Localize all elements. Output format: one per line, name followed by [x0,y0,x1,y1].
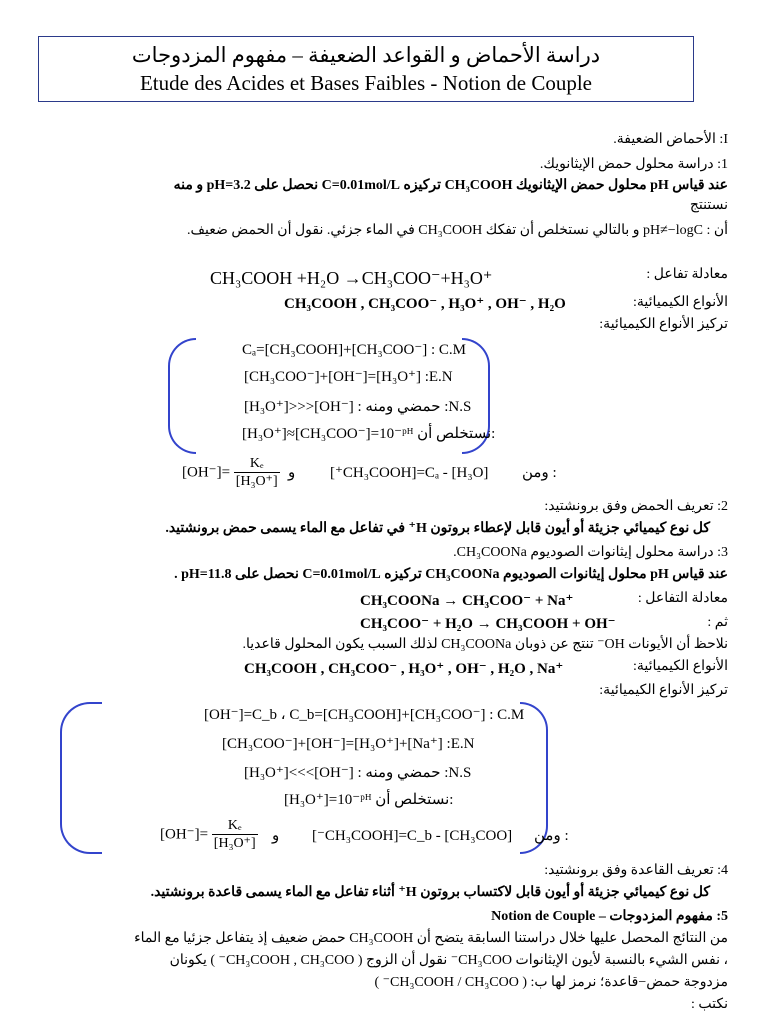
oh-label: [OH⁻]= [160,826,209,843]
subheading-notion-couple: 5: مفهوم المزدوجات – Notion de Couple [491,909,728,924]
acid-concentration: [⁺CH₃COOH]=Cₐ - [H₃O] [330,465,489,481]
fraction-denominator: [H₃O⁺] [235,474,278,489]
subheading-sodium-ethanoate: 3: دراسة محلول إيثانوات الصوديوم CH₃COONa. [453,545,728,560]
from-word: ومن : [522,465,557,481]
paragraph-line: نكتب : [691,997,728,1012]
subheading-acid-definition: 2: تعريف الحمض وفق برونشتيد: [544,499,728,514]
concentration-label: تركيز الأنواع الكيميائية: [599,683,728,698]
ke-fraction [212,818,258,852]
paragraph-line: نستنتج [689,198,728,213]
reaction-equation: CH₃COOH +H₂O →CH₃COO⁻+H₃O⁺ [210,268,493,288]
section-heading-weak-acids: I: الأحماض الضعيفة. [613,132,728,147]
title-box [38,36,694,102]
fraction-numerator: Kₑ [212,818,258,835]
brace-left [168,338,196,454]
and-word: و [288,465,296,481]
acid-definition: كل نوع كيميائي جزيئة أو أيون قابل لإعطاء بروتون H⁺ في تفاعل مع الماء يسمى حمض برونشتيد. [165,521,710,536]
subheading-ethanoic-acid: 1: دراسة محلول حمض الإيثانويك. [539,157,728,172]
species-label: الأنواع الكيميائية: [633,295,728,310]
paragraph-line: أن : pH≠−logC و بالتالي نستخلص أن تفكك CH₃COOH في الماء جزئي. نقول أن الحمض ضعيف. [187,223,728,238]
fraction-denominator: [H₃O⁺] [213,836,256,851]
mass-conservation: [OH⁻]=C_b ، C_b=[CH₃COOH]+[CH₃COO⁻] : C.M [204,707,525,723]
title-french: Etude des Acides et Bases Faibles - Notion de Couple [139,71,592,95]
reaction-label: معادلة تفاعل : [646,267,728,282]
oh-formula [160,818,258,852]
then-label: ثم : [707,615,728,630]
electroneutrality: [CH₃COO⁻]+[OH⁻]=[H₃O⁺] :E.N [244,369,453,385]
deduction: [H₃O⁺]≈[CH₃COO⁻]=10⁻ᵖᴴ نستخلص أن: [242,426,496,442]
base-definition: كل نوع كيميائي جزيئة أو أيون قابل لاكتساب بروتون H⁺ أثناء تفاعل مع الماء يسمى قاعدة برونشتيد. [150,885,710,900]
normal-state: [H₃O⁺]>>>[OH⁻] : حمضي ومنه :N.S [244,399,472,415]
species-label: الأنواع الكيميائية: [633,659,728,674]
subheading-base-definition: 4: تعريف القاعدة وفق برونشتيد: [544,863,728,878]
paragraph-line: مزدوجة حمض−قاعدة؛ نرمز لها ب: ( CH₃COOH / CH₃COO⁻ ) [374,975,728,990]
electroneutrality: [CH₃COO⁻]+[OH⁻]=[H₃O⁺]+[Na⁺] :E.N [222,736,475,752]
reaction-dissociation: CH₃COONa → CH₃COO⁻ + Na⁺ [360,593,574,609]
paragraph-line: عند قياس pH محلول إيثانوات الصوديوم CH₃COONa تركيزه C=0.01mol/L نحصل على pH=11.8 . [174,567,728,582]
from-word: ومن : [534,828,569,844]
oh-label: [OH⁻]= [182,464,231,481]
oh-formula [182,456,280,490]
fraction-numerator: Kₑ [234,456,280,473]
title-arabic: دراسة الأحماض و القواعد الضعيفة – مفهوم المزدوجات [131,43,601,67]
paragraph-line: نلاحظ أن الأيونات OH⁻ تنتج عن ذوبان CH₃COONa لذلك السبب يكون المحلول قاعديا. [242,637,728,652]
ke-fraction [234,456,280,490]
species-list: CH₃COOH , CH₃COO⁻ , H₃O⁺ , OH⁻ , H₂O [284,296,566,312]
and-word: و [272,828,280,844]
reaction-hydrolysis: CH₃COO⁻ + H₂O → CH₃COOH + OH⁻ [360,616,616,632]
paragraph-line: عند قياس pH محلول حمض الإيثانويك CH₃COOH تركيزه C=0.01mol/L نحصل على pH=3.2 و منه [173,178,728,193]
brace-left [60,702,102,854]
reaction-label: معادلة التفاعل : [637,591,728,606]
paragraph-line: من النتائج المحصل عليها خلال دراستنا السابقة يتضح أن CH₃COOH حمض ضعيف إذ يتفاعل جزئيا مع الماء [134,931,728,946]
concentration-label: تركيز الأنواع الكيميائية: [599,317,728,332]
paragraph-line: ، نفس الشيء بالنسبة لأيون الإيثانوات CH₃COO⁻ نقول أن الزوج ( CH₃COOH , CH₃COO⁻ ) يكونان [169,953,728,968]
normal-state: [H₃O⁺]<<<[OH⁻] : حمضي ومنه :N.S [244,765,472,781]
deduction: [H₃O⁺]=10⁻ᵖᴴ نستخلص أن: [284,792,454,808]
species-list: CH₃COOH , CH₃COO⁻ , H₃O⁺ , OH⁻ , H₂O , Na⁺ [244,661,564,677]
mass-conservation: Cₐ=[CH₃COOH]+[CH₃COO⁻] : C.M [242,342,466,358]
base-concentration: [⁻CH₃COOH]=C_b - [CH₃COO] [312,828,513,844]
